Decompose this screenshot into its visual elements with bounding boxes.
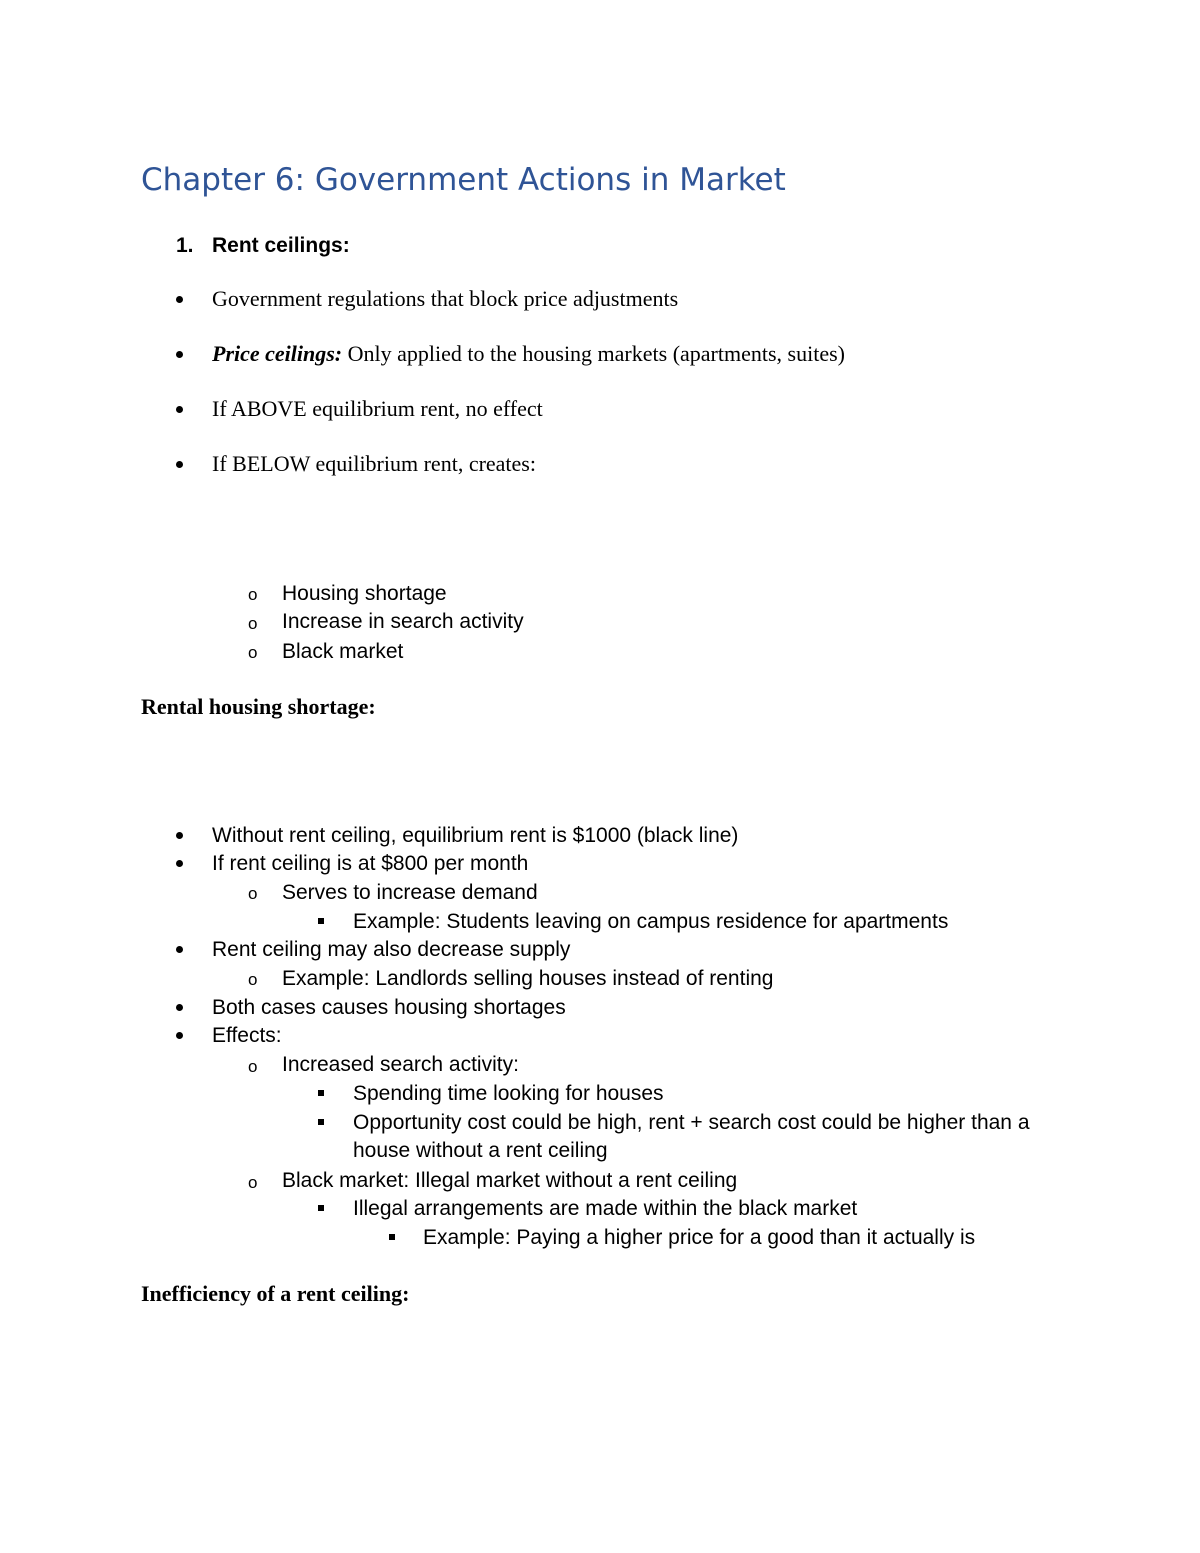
bullet-text: If BELOW equilibrium rent, creates: xyxy=(212,451,536,476)
bullet-text: If ABOVE equilibrium rent, no effect xyxy=(212,396,543,421)
list-item: Increased search activity: xyxy=(282,1053,519,1076)
bullet-text: Government regulations that block price adjustments xyxy=(212,286,679,311)
bullet-icon xyxy=(176,1004,183,1011)
effect-item: Increase in search activity xyxy=(282,610,524,633)
square-bullet-icon xyxy=(318,918,324,924)
circle-bullet-icon: o xyxy=(248,884,258,903)
bullet-icon xyxy=(176,296,183,303)
section-number: 1. xyxy=(176,234,194,257)
square-bullet-icon xyxy=(389,1234,395,1240)
term-price-ceilings: Price ceilings: xyxy=(212,341,343,366)
square-bullet-icon xyxy=(318,1205,324,1211)
list-item: Example: Landlords selling houses instead of renting xyxy=(282,967,774,990)
bullet-icon xyxy=(176,946,183,953)
circle-bullet-icon: o xyxy=(248,585,258,604)
list-item: Example: Paying a higher price for a good than it actually is xyxy=(423,1226,976,1249)
circle-bullet-icon: o xyxy=(248,1173,258,1192)
term-definition: Only applied to the housing markets (apartments, suites) xyxy=(342,341,845,366)
section-title: Rent ceilings: xyxy=(212,234,350,257)
circle-bullet-icon: o xyxy=(248,970,258,989)
list-item: Opportunity cost could be high, rent + search cost could be higher than a xyxy=(353,1111,1030,1134)
list-item: Without rent ceiling, equilibrium rent is $1000 (black line) xyxy=(212,824,739,847)
bullet-icon xyxy=(176,461,183,468)
inefficiency-heading: Inefficiency of a rent ceiling: xyxy=(141,1281,410,1306)
list-item: Effects: xyxy=(212,1024,282,1047)
list-item: Illegal arrangements are made within the black market xyxy=(353,1197,858,1220)
list-item: If rent ceiling is at $800 per month xyxy=(212,852,529,875)
square-bullet-icon xyxy=(318,1119,324,1125)
bullet-text xyxy=(212,343,845,365)
bullet-icon xyxy=(176,860,183,867)
rental-shortage-heading: Rental housing shortage: xyxy=(141,694,376,719)
circle-bullet-icon: o xyxy=(248,1057,258,1076)
chapter-heading: Chapter 6: Government Actions in Market xyxy=(141,162,786,198)
list-item: Serves to increase demand xyxy=(282,881,538,904)
bullet-icon xyxy=(176,832,183,839)
bullet-icon xyxy=(176,351,183,358)
list-item-continued: house without a rent ceiling xyxy=(353,1139,608,1162)
circle-bullet-icon: o xyxy=(248,643,258,662)
effect-item: Housing shortage xyxy=(282,582,447,605)
circle-bullet-icon: o xyxy=(248,614,258,633)
effect-item: Black market xyxy=(282,640,404,663)
list-item: Black market: Illegal market without a rent ceiling xyxy=(282,1169,738,1192)
square-bullet-icon xyxy=(318,1090,324,1096)
bullet-icon xyxy=(176,406,183,413)
list-item: Example: Students leaving on campus residence for apartments xyxy=(353,910,949,933)
list-item: Rent ceiling may also decrease supply xyxy=(212,938,571,961)
list-item: Both cases causes housing shortages xyxy=(212,996,566,1019)
list-item: Spending time looking for houses xyxy=(353,1082,664,1105)
bullet-icon xyxy=(176,1032,183,1039)
